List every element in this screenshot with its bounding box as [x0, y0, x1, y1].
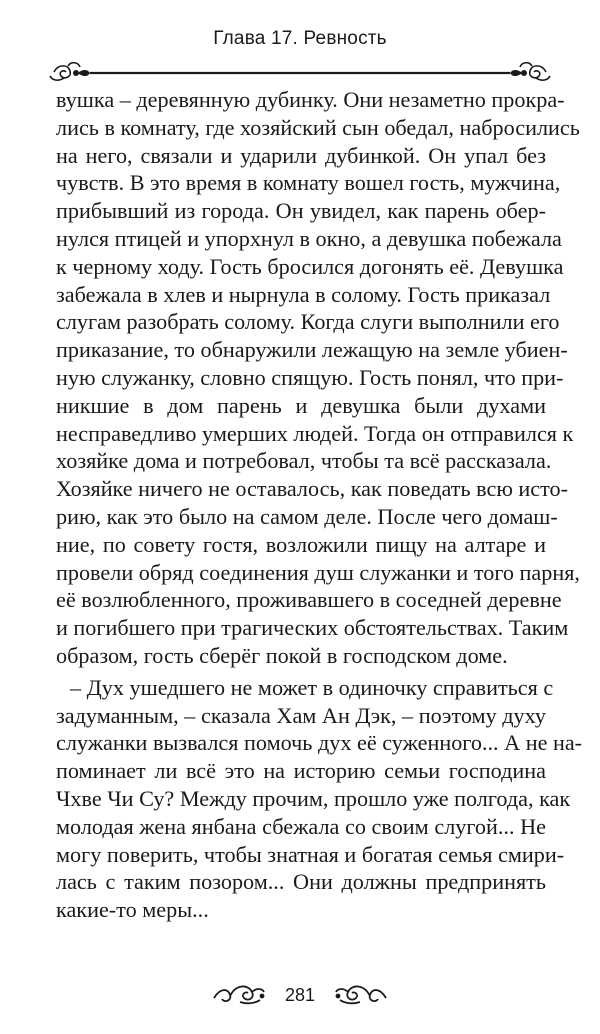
text-line: рию, как это было на самом деле. После чего домаш- [56, 503, 558, 529]
paragraph-1 [56, 86, 580, 670]
header-right-flourish-icon [511, 63, 550, 80]
text-line: и погибшего при трагических обстоятельствах. Таким [56, 615, 569, 641]
text-line: ную служанку, словно спящую. Гость понял, что при- [56, 364, 564, 390]
text-line: лись в комнату, где хозяйский сын обедал, набросились [56, 114, 580, 140]
paragraph-2 [56, 674, 583, 924]
text-line: её возлюбленного, проживавшего в соседней деревне [56, 587, 562, 613]
text-line: нулся птицей и упорхнул в окно, а девушка побежала [56, 225, 562, 251]
text-line: забежала в хлев и нырнула в солому. Гость приказал [56, 281, 551, 307]
text-line: приказание, то обнаружили лежащую на земле убиен- [56, 337, 568, 363]
header-rule [46, 58, 554, 88]
text-line: поминает ли всё это на историю семьи господина [56, 758, 546, 784]
text-line: Чхве Чи Су? Между прочим, прошло уже полгода, как [56, 785, 571, 811]
footer-right-scroll-icon [336, 986, 386, 1003]
text-line: Хозяйке ничего не оставалось, как поведать всю исто- [56, 476, 569, 502]
footer-left-scroll-icon [214, 986, 264, 1003]
text-line: какие-то меры... [56, 897, 209, 923]
text-line: к черному ходу. Гость бросился догонять её. Девушка [56, 253, 564, 279]
text-line: никшие в дом парень и девушка были духами [56, 392, 546, 418]
text-line: молодая жена янбана сбежала со своим слугой... Не [56, 813, 546, 839]
body-text [56, 86, 583, 924]
text-line: хозяйке дома и потребовал, чтобы та всё рассказала. [56, 448, 552, 474]
text-line: могу поверить, чтобы знатная и богатая семья смири- [56, 841, 565, 867]
text-line: несправедливо умерших людей. Тогда он отправился к [56, 420, 574, 446]
text-line: образом, гость сберёг покой в господском доме. [56, 642, 508, 668]
page-number: 281 [284, 985, 316, 1005]
text-line: чувств. В это время в комнату вошел гость, мужчина, [56, 170, 561, 196]
text-line: служанки вызвался помочь дух её суженного... А не на- [56, 730, 583, 756]
chapter-title: Глава 17. Ревность [213, 28, 387, 49]
text-line: провели обряд соединения душ служанки и того парня, [56, 559, 580, 585]
header-left-flourish-icon [50, 63, 89, 80]
text-line: задуманным, – сказала Хам Ан Дэк, – поэтому духу [56, 702, 546, 728]
text-line: лась с таким позором... Они должны предпринять [56, 869, 546, 895]
text-line: прибывший из города. Он увидел, как парень обер- [56, 198, 546, 224]
text-line: вушка – деревянную дубинку. Они незаметно прокра- [56, 87, 565, 112]
text-line: ние, по совету гостя, возложили пищу на алтаре и [56, 531, 546, 557]
text-line: слугам разобрать солому. Когда слуги выполнили его [56, 309, 560, 335]
text-line: – Дух ушедшего не может в одиночку справиться с [70, 674, 554, 700]
text-line: на него, связали и ударили дубинкой. Он упал без [56, 142, 546, 168]
